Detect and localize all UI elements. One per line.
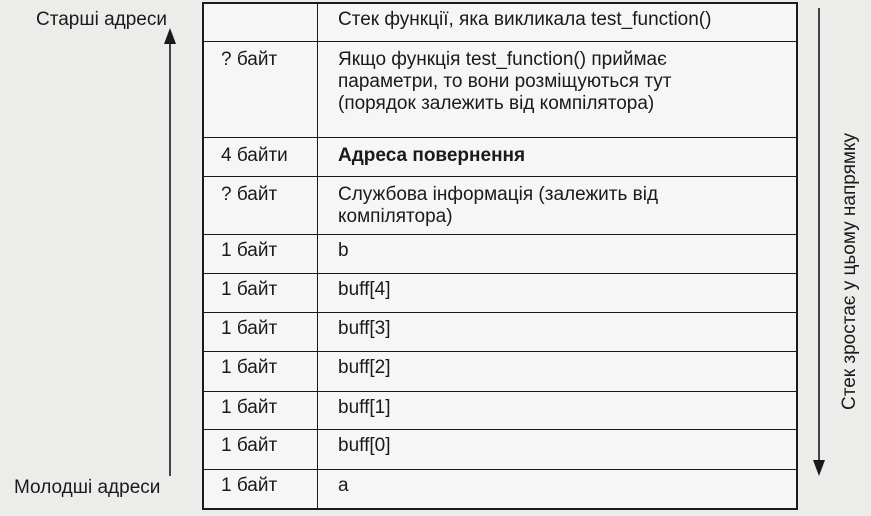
description-cell: a bbox=[338, 475, 349, 496]
table-row bbox=[204, 352, 796, 392]
size-cell: 4 байти bbox=[204, 138, 318, 176]
size-cell: ? байт bbox=[204, 177, 318, 234]
description-cell: buff[2] bbox=[338, 357, 391, 378]
size-cell: 1 байт bbox=[204, 392, 318, 429]
description-cell bbox=[318, 42, 796, 137]
table-row bbox=[204, 177, 796, 235]
size-cell: 1 байт bbox=[204, 352, 318, 391]
stack-frame-table bbox=[202, 2, 798, 510]
table-row bbox=[204, 42, 796, 138]
stack-direction-label: Стек зростає у цьому напрямку bbox=[839, 132, 860, 410]
description-cell: buff[4] bbox=[338, 279, 391, 300]
description-line: (порядок залежить від компілятора) bbox=[338, 93, 655, 114]
size-cell: 1 байт bbox=[204, 430, 318, 469]
down-arrow-icon bbox=[812, 6, 826, 476]
table-row bbox=[204, 235, 796, 274]
table-row bbox=[204, 430, 796, 470]
younger-addresses-label: Молодші адреси bbox=[14, 477, 161, 498]
up-arrow-icon bbox=[163, 28, 177, 478]
table-row bbox=[204, 313, 796, 352]
table-row bbox=[204, 4, 796, 42]
size-cell bbox=[204, 4, 318, 41]
table-row bbox=[204, 392, 796, 430]
description-line: Службова інформація (залежить від bbox=[338, 184, 659, 205]
size-cell: 1 байт bbox=[204, 313, 318, 351]
description-line: Якщо функція test_function() приймає bbox=[338, 49, 667, 70]
size-cell: 1 байт bbox=[204, 235, 318, 273]
description-cell: Стек функції, яка викликала test_function() bbox=[338, 9, 712, 30]
description-line: параметри, то вони розміщуються тут bbox=[338, 71, 672, 92]
description-cell: buff[3] bbox=[338, 318, 391, 339]
older-addresses-label: Старші адреси bbox=[36, 9, 167, 30]
table-row bbox=[204, 138, 796, 177]
table-row bbox=[204, 470, 796, 508]
description-cell bbox=[318, 177, 796, 234]
description-cell: Адреса повернення bbox=[338, 145, 526, 166]
size-cell: 1 байт bbox=[204, 470, 318, 508]
description-cell: b bbox=[338, 240, 349, 261]
description-cell: buff[0] bbox=[338, 435, 391, 456]
size-cell: 1 байт bbox=[204, 274, 318, 312]
table-row bbox=[204, 274, 796, 313]
size-cell: ? байт bbox=[204, 42, 318, 137]
description-cell: buff[1] bbox=[338, 397, 391, 418]
description-line: компілятора) bbox=[338, 206, 453, 227]
